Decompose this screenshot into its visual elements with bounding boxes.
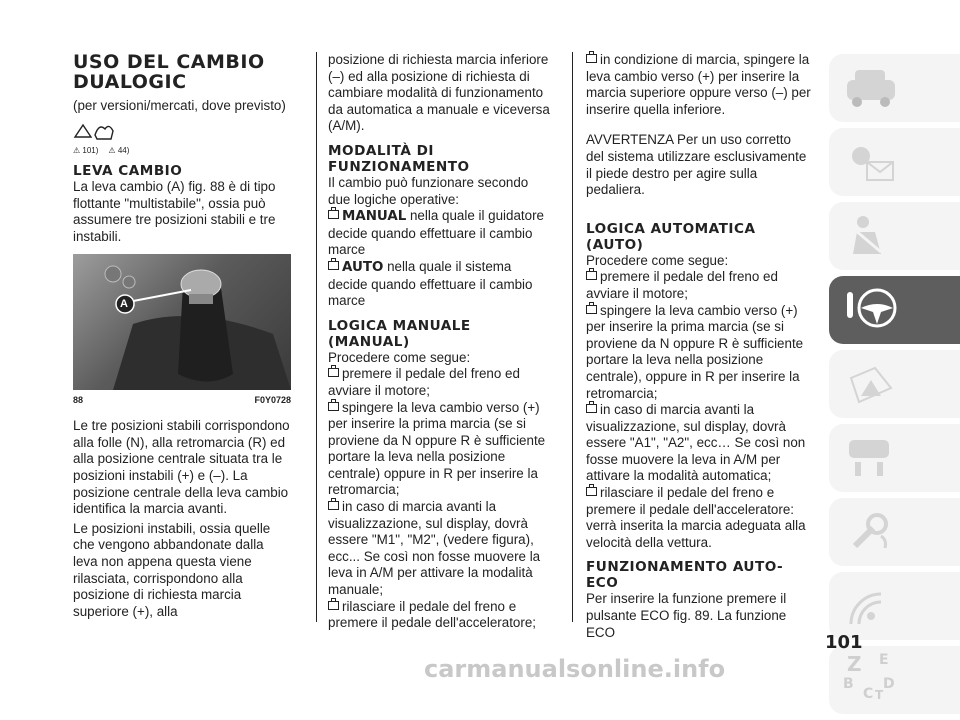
car-lift-icon bbox=[841, 432, 901, 482]
column-2 bbox=[328, 52, 550, 632]
triangle-icon: ⚠ bbox=[108, 145, 116, 155]
bullet-icon bbox=[586, 305, 597, 314]
references bbox=[73, 143, 291, 160]
figure-caption bbox=[73, 392, 291, 409]
list-item: premere il pedale del freno ed avviare il motore; bbox=[586, 269, 778, 301]
list-item: in caso di marcia avanti la visualizzazione, sul display, dovrà essere "M1", "M2", (vedere figura), ecc... Se così non fosse muovere la leva in A/M per attivare la modalità manuale; bbox=[328, 499, 541, 598]
alphabet-index-icon: Z E B C D T bbox=[843, 652, 895, 702]
bullet-icon bbox=[586, 54, 597, 63]
tab-safety[interactable] bbox=[829, 202, 960, 270]
tab-multimedia[interactable] bbox=[829, 572, 960, 640]
section-modalita: MODALITÀ DI FUNZIONAMENTO bbox=[328, 142, 470, 175]
paragraph: Le tre posizioni stabili corrispondono alla folle (N), alla retromarcia (R) ed alla posizione centrale situata tra le posizioni instabili (+) e (–). La posizione centrale della leva cambio identifica la marcia avanti. bbox=[73, 418, 290, 517]
bullet-icon bbox=[586, 404, 597, 413]
chapter-tabs bbox=[829, 54, 960, 720]
watermark: carmanualsonline.info bbox=[424, 655, 726, 683]
paragraph: Procedere come segue: bbox=[328, 349, 471, 365]
list-item: in caso di marcia avanti la visualizzazione, sul display, dovrà essere "A1", "A2", ecc… Se così non fosse muovere la leva in A/M per attivare la modalità automatica; bbox=[586, 402, 806, 484]
warning-hand-icon bbox=[73, 121, 117, 141]
car-icon bbox=[841, 62, 901, 112]
list-item: in condizione di marcia, spingere la leva cambio verso (+) per inserire la marcia superiore oppure verso (–) per inserire quella inferiore. bbox=[586, 52, 811, 117]
paragraph: Procedere come segue: bbox=[586, 252, 729, 268]
seatbelt-person-icon bbox=[841, 210, 901, 260]
list-item: premere il pedale del freno ed avviare il motore; bbox=[328, 366, 520, 398]
section-eco: FUNZIONAMENTO AUTO-ECO bbox=[586, 559, 784, 592]
warning-light-icon bbox=[841, 136, 901, 186]
column-divider bbox=[572, 52, 573, 622]
column-3 bbox=[586, 52, 812, 641]
list-item: spingere la leva cambio verso (+) per inserire la prima marcia (se si proviene da N oppure R è sufficiente portare la leva nella posizione centrale), oppure in R per inserire la retromarcia; bbox=[586, 302, 804, 401]
list-item: MANUAL nella quale il guidatore decide quando effettuare il cambio marce bbox=[328, 208, 544, 258]
wrench-icon bbox=[841, 506, 901, 556]
gearshift-figure bbox=[73, 254, 291, 390]
bullet-icon bbox=[328, 368, 339, 377]
column-divider bbox=[316, 52, 317, 622]
bullet-icon bbox=[586, 271, 597, 280]
tab-index[interactable] bbox=[829, 646, 960, 714]
figure-code: F0Y0728 bbox=[254, 394, 291, 405]
list-item: rilasciare il pedale del freno e premere il pedale dell'acceleratore; bbox=[328, 598, 536, 631]
emergency-triangle-icon bbox=[841, 358, 901, 408]
paragraph: Per inserire la funzione premere il pulsante ECO fig. 89. La funzione ECO bbox=[586, 591, 787, 640]
section-auto: LOGICA AUTOMATICA (AUTO) bbox=[586, 220, 756, 253]
paragraph: posizione di richiesta marcia inferiore (–) ed alla posizione di richiesta di cambiare modalità di funzionamento da automatica a manuale e viceversa (A/M). bbox=[328, 52, 550, 134]
subtitle: (per versioni/mercati, dove previsto) bbox=[73, 98, 286, 113]
triangle-icon: ⚠ bbox=[73, 145, 81, 155]
list-item: AUTO nella quale il sistema decide quando effettuare il cambio marce bbox=[328, 258, 533, 309]
bullet-icon bbox=[328, 501, 339, 510]
figure-number: 88 bbox=[73, 394, 84, 405]
engine-warning-icons bbox=[73, 121, 291, 141]
list-item: spingere la leva cambio verso (+) per inserire la prima marcia (se si proviene da N oppure R è sufficiente portare la leva nella posizione centrale) oppure in R per inserire la retromarcia; bbox=[328, 399, 546, 498]
section-leva-cambio: LEVA CAMBIO bbox=[73, 163, 183, 180]
page-title: USO DEL CAMBIO DUALOGIC bbox=[73, 51, 265, 93]
paragraph: La leva cambio (A) fig. 88 è di tipo flottante "multistabile", ossia può assumere tre posizioni stabili e tre instabili. bbox=[73, 179, 276, 244]
list-item: rilasciare il pedale del freno e premere il pedale dell'acceleratore: verrà inserita la marcia adeguata alla velocità della vettura. bbox=[586, 485, 806, 550]
tab-lights-warnings[interactable] bbox=[829, 128, 960, 196]
multimedia-icon bbox=[841, 580, 901, 630]
bullet-icon bbox=[328, 261, 339, 270]
bullet-icon bbox=[328, 210, 339, 219]
tab-starting-driving[interactable] bbox=[829, 276, 960, 344]
warning-paragraph: AVVERTENZA Per un uso corretto del sistema utilizzare esclusivamente il piede destro per agire sulla pedaliera. bbox=[586, 132, 807, 198]
steering-wheel-icon bbox=[841, 284, 901, 334]
tab-car-info[interactable] bbox=[829, 54, 960, 122]
tab-maintenance[interactable] bbox=[829, 424, 960, 492]
bullet-icon bbox=[586, 487, 597, 496]
ref-warning-1[interactable]: ⚠ 101) bbox=[73, 145, 99, 155]
section-manuale: LOGICA MANUALE (MANUAL) bbox=[328, 317, 471, 350]
bullet-icon bbox=[328, 601, 339, 610]
page-number: 101 bbox=[825, 632, 863, 653]
tab-technical-data[interactable] bbox=[829, 498, 960, 566]
ref-warning-2[interactable]: ⚠ 44) bbox=[108, 145, 130, 155]
paragraph: Il cambio può funzionare secondo due logiche operative: bbox=[328, 174, 529, 207]
column-1 bbox=[73, 52, 291, 620]
paragraph: Le posizioni instabili, ossia quelle che vengono abbandonate dalla leva non appena questa viene rilasciata, corrispondono alla posizione di richiesta marcia superiore (+), alla bbox=[73, 520, 271, 619]
tab-emergency[interactable] bbox=[829, 350, 960, 418]
figure-label: A bbox=[120, 297, 128, 310]
bullet-icon bbox=[328, 402, 339, 411]
